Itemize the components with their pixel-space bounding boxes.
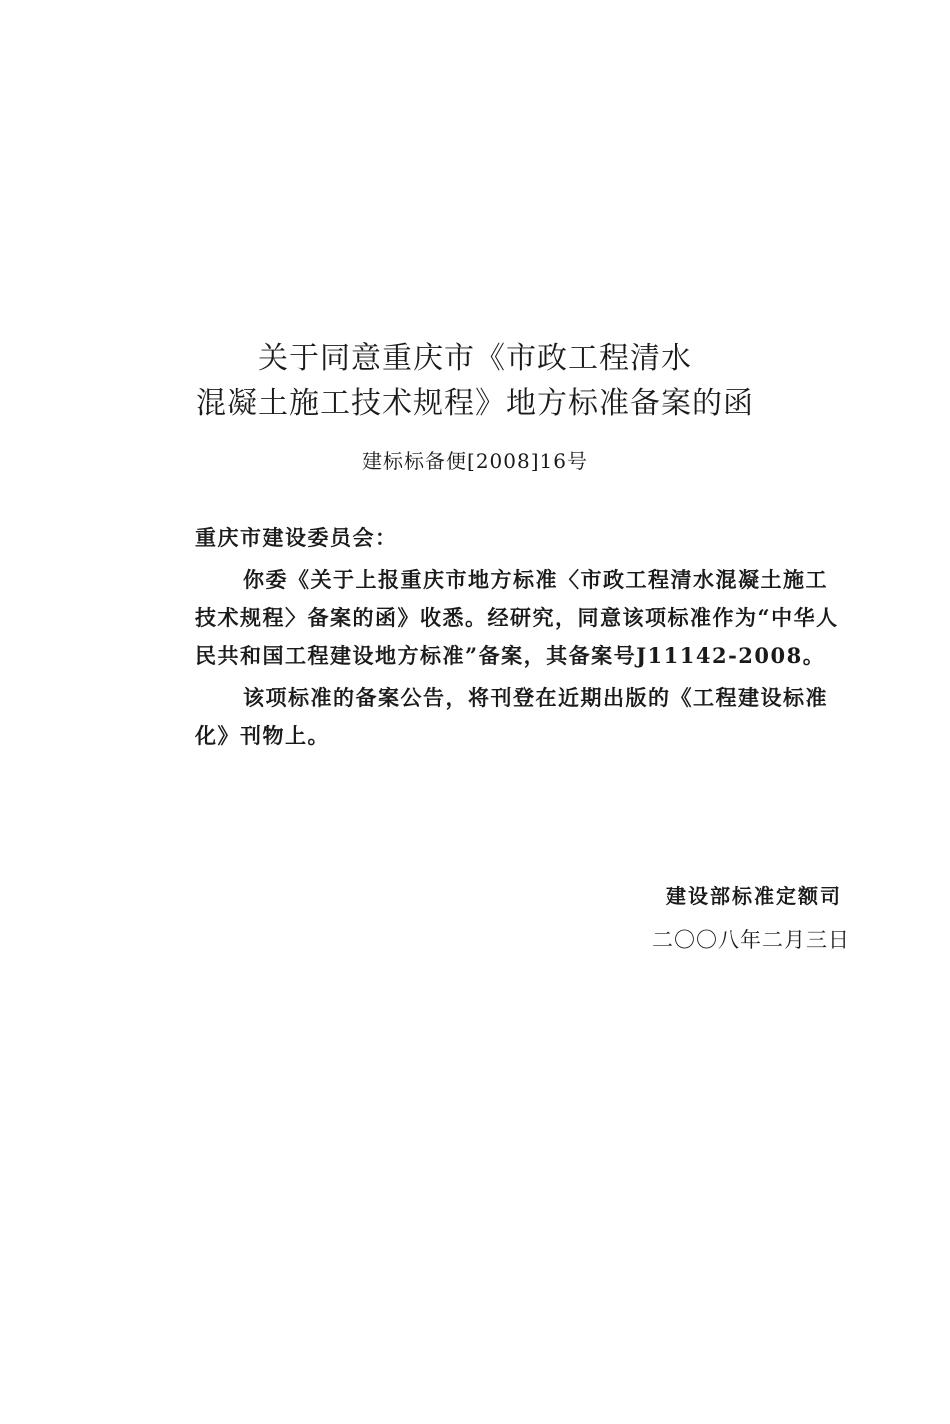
signature-organization: 建设部标准定额司 [666,884,842,908]
signature-date: 二〇〇八年二月三日 [652,928,850,952]
paragraph-2-line-2: 化》刊物上。 [195,723,330,748]
paragraph-1-line-2: 技术规程〉备案的函》收悉。经研究，同意该项标准作为“中华人 [195,605,839,630]
title-line-1: 关于同意重庆市《市政工程清水 [258,341,692,376]
paragraph-1-line-3: 民共和国工程建设地方标准”备案，其备案号J11142-2008。 [195,643,826,668]
salutation: 重庆市建设委员会： [195,525,398,550]
paragraph-2-line-1: 该项标准的备案公告，将刊登在近期出版的《工程建设标准 [243,685,828,710]
title-line-2: 混凝土施工技术规程》地方标准备案的函 [196,386,754,421]
document-number: 建标标备便[2008]16号 [362,449,588,473]
paragraph-1-line-1: 你委《关于上报重庆市地方标准〈市政工程清水混凝土施工 [243,567,828,592]
